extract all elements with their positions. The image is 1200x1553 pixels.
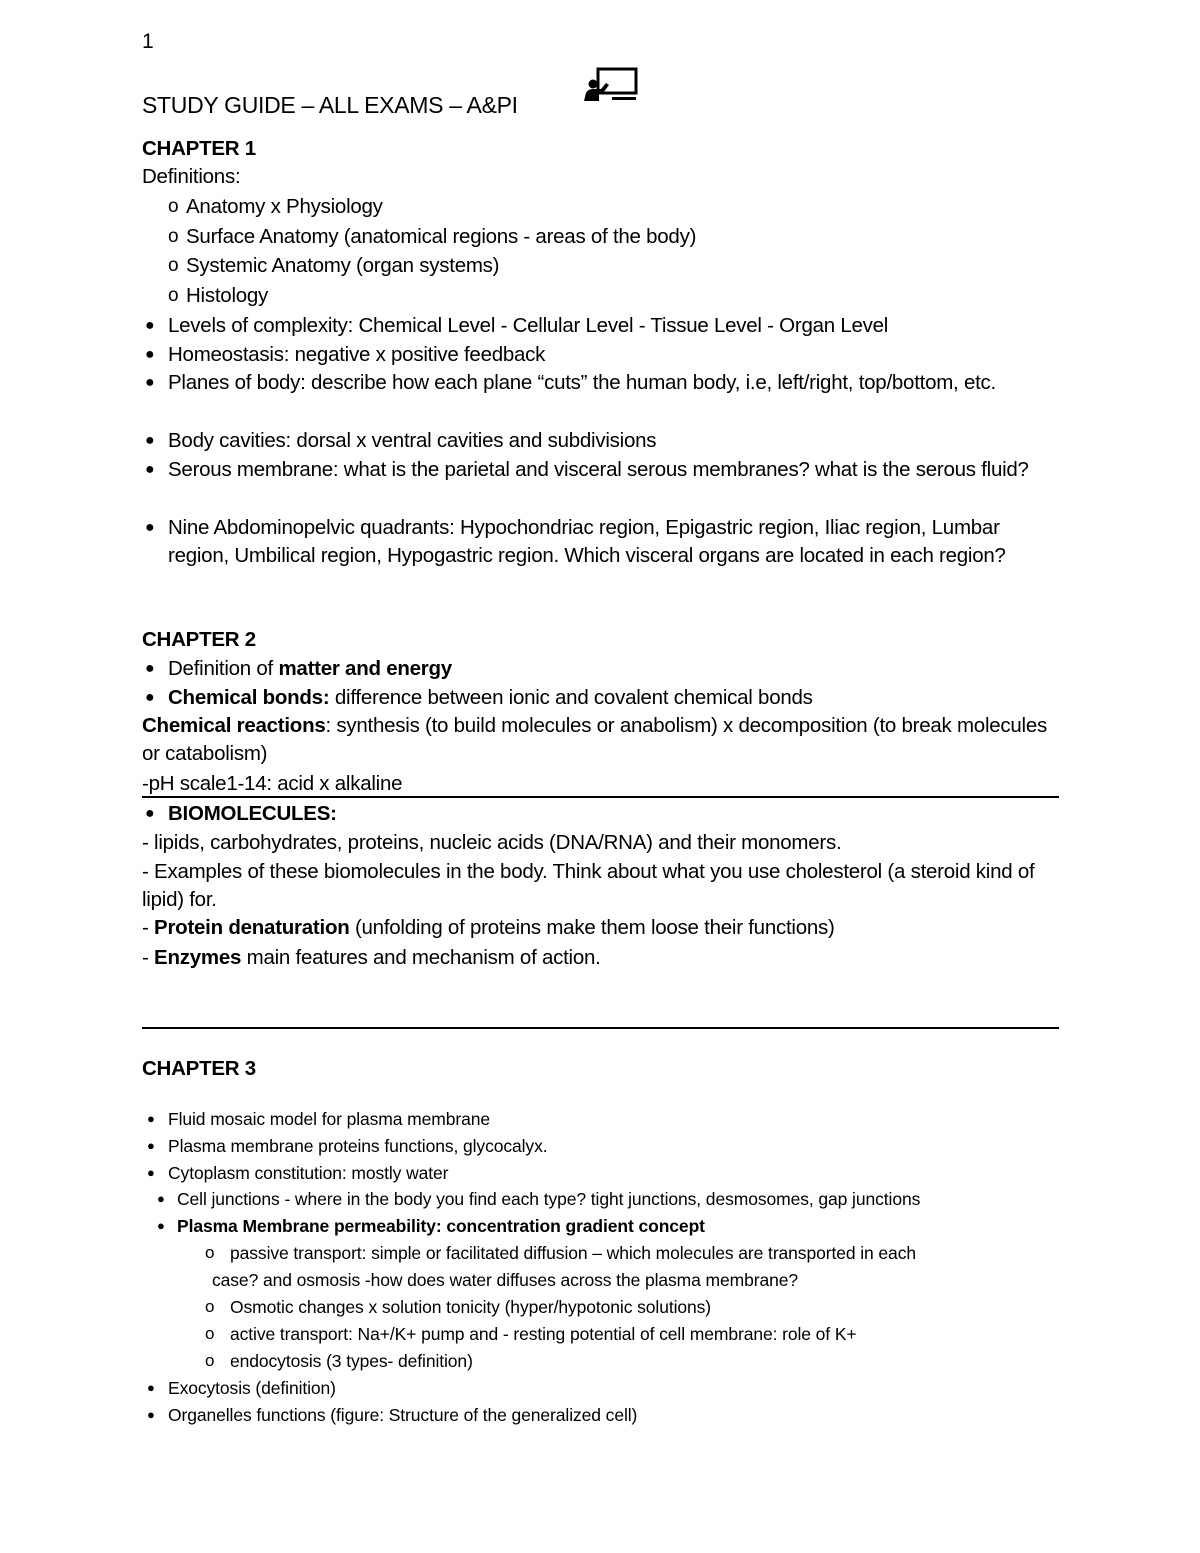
- paragraph: [142, 712, 1052, 768]
- list-item: Nine Abdominopelvic quadrants: Hypochondriac region, Epigastric region, Iliac region, Lumbar region, Umbilical region, Hypogastric region. Which visceral organs are located in each region?: [168, 516, 1006, 567]
- bullet-icon: ●: [147, 1380, 155, 1395]
- paragraph: [142, 914, 835, 942]
- text-run: (unfolding of proteins make them loose their functions): [349, 916, 835, 939]
- paragraph: - lipids, carbohydrates, proteins, nucleic acids (DNA/RNA) and their monomers.: [142, 831, 842, 854]
- horizontal-rule: [142, 796, 1059, 798]
- bold-text-run: Chemical bonds:: [168, 686, 330, 709]
- bullet-icon: ●: [145, 346, 155, 363]
- definition-item: Surface Anatomy (anatomical regions - areas of the body): [186, 225, 697, 248]
- bullet-icon: ●: [147, 1111, 155, 1126]
- bullet-icon: ●: [145, 519, 155, 536]
- circle-bullet-icon: o: [168, 196, 179, 217]
- bullet-icon: ●: [145, 660, 155, 677]
- list-item: Planes of body: describe how each plane “cuts” the human body, i.e, left/right, top/bottom, etc.: [168, 371, 996, 394]
- text-run: main features and mechanism of action.: [241, 946, 601, 969]
- definitions-label: Definitions:: [142, 165, 241, 188]
- page-title: STUDY GUIDE – ALL EXAMS – A&PI: [142, 92, 518, 118]
- bullet-icon: ●: [147, 1138, 155, 1153]
- bullet-icon: ●: [145, 805, 155, 822]
- definition-item: Anatomy x Physiology: [186, 195, 383, 218]
- bold-text-run: Enzymes: [154, 946, 242, 969]
- definition-item: Histology: [186, 284, 269, 307]
- paragraph: - Examples of these biomolecules in the body. Think about what you use cholesterol (a steroid kind of lipid) for.: [142, 860, 1035, 911]
- list-item: Plasma membrane proteins functions, glycocalyx.: [168, 1136, 548, 1156]
- list-item: [168, 655, 452, 683]
- bold-text-run: Protein denaturation: [154, 916, 350, 939]
- list-item: Organelles functions (figure: Structure of the generalized cell): [168, 1405, 638, 1425]
- horizontal-rule: [142, 1027, 1059, 1029]
- circle-bullet-icon: o: [205, 1351, 215, 1370]
- definition-item: Systemic Anatomy (organ systems): [186, 254, 500, 277]
- list-item: Exocytosis (definition): [168, 1378, 336, 1398]
- bullet-icon: ●: [145, 317, 155, 334]
- circle-bullet-icon: o: [168, 255, 179, 276]
- list-item: [168, 684, 813, 712]
- sub-list-item-continued: case? and osmosis -how does water diffuses across the plasma membrane?: [212, 1270, 799, 1290]
- bullet-icon: ●: [157, 1191, 165, 1206]
- list-item: Homeostasis: negative x positive feedback: [168, 343, 546, 366]
- circle-bullet-icon: o: [168, 226, 179, 247]
- circle-bullet-icon: o: [205, 1243, 215, 1262]
- text-run: difference between ionic and covalent chemical bonds: [329, 686, 813, 709]
- bullet-icon: ●: [145, 374, 155, 391]
- list-item: Cytoplasm constitution: mostly water: [168, 1163, 449, 1183]
- bold-text-run: matter and energy: [278, 657, 452, 680]
- chapter-3-heading: CHAPTER 3: [142, 1057, 256, 1080]
- list-item: BIOMOLECULES:: [168, 802, 337, 825]
- list-item: Levels of complexity: Chemical Level - Cellular Level - Tissue Level - Organ Level: [168, 314, 889, 337]
- list-item: Fluid mosaic model for plasma membrane: [168, 1109, 491, 1129]
- bullet-icon: ●: [145, 432, 155, 449]
- sub-list-item: active transport: Na+/K+ pump and - resting potential of cell membrane: role of K+: [230, 1324, 857, 1344]
- chapter-2-heading: CHAPTER 2: [142, 628, 256, 651]
- list-item: Cell junctions - where in the body you find each type? tight junctions, desmosomes, gap junctions: [177, 1189, 921, 1209]
- paragraph: -pH scale1-14: acid x alkaline: [142, 772, 403, 795]
- page-number: 1: [142, 30, 154, 53]
- sub-list-item: endocytosis (3 types- definition): [230, 1351, 473, 1371]
- circle-bullet-icon: o: [168, 285, 179, 306]
- circle-bullet-icon: o: [205, 1297, 215, 1316]
- list-item: Plasma Membrane permeability: concentration gradient concept: [177, 1216, 705, 1236]
- bullet-icon: ●: [147, 1165, 155, 1180]
- list-item: Body cavities: dorsal x ventral cavities and subdivisions: [168, 429, 657, 452]
- paragraph: [142, 944, 601, 972]
- bullet-icon: ●: [145, 689, 155, 706]
- chapter-1-heading: CHAPTER 1: [142, 137, 256, 160]
- sub-list-item: passive transport: simple or facilitated diffusion – which molecules are transported in each: [230, 1243, 916, 1263]
- bold-text-run: Chemical reactions: [142, 714, 326, 737]
- text-run: -: [142, 946, 155, 969]
- text-run: Definition of: [168, 657, 279, 680]
- presenter-board-icon: [582, 64, 640, 106]
- bullet-icon: ●: [145, 461, 155, 478]
- list-item: Serous membrane: what is the parietal and visceral serous membranes? what is the serous fluid?: [168, 458, 1029, 481]
- sub-list-item: Osmotic changes x solution tonicity (hyper/hypotonic solutions): [230, 1297, 712, 1317]
- text-run: -: [142, 916, 155, 939]
- bullet-icon: ●: [157, 1218, 165, 1233]
- text-run: : synthesis (to build molecules or anabolism) x decomposition (to break molecules or catabolism): [142, 714, 1048, 765]
- circle-bullet-icon: o: [205, 1324, 215, 1343]
- bullet-icon: ●: [147, 1407, 155, 1422]
